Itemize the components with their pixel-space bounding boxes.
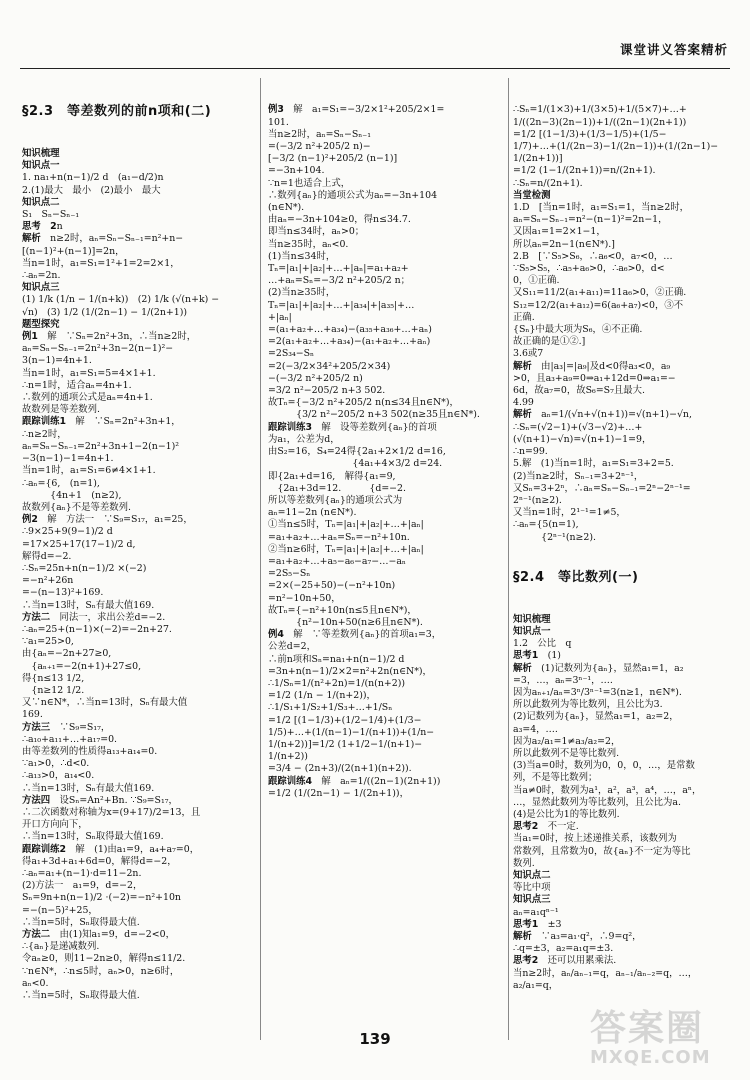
text-line — [22, 319, 252, 331]
text-line: 数列. — [513, 857, 535, 869]
text-line: 故Tₙ={−3/2 n²+205/2 n(n≤34且n∈N*)， — [268, 397, 459, 409]
text-line: 又因a₁=1=2×1−1， — [513, 226, 606, 238]
column-divider-2 — [508, 78, 509, 1040]
text-line: 1/7)+…+(1/(2n−3)−1/(2n−1))+(1/(2n−1)− — [513, 141, 719, 153]
text-line: =17×25+17(17−1)/2 d, — [22, 538, 136, 550]
text-line: 由等差数列的性质得a₁₃+a₁₄=0. — [22, 745, 158, 757]
column-divider-1 — [260, 78, 261, 1040]
text-line: ①当n≤5时，Tₙ=|a₁|+|a₂|+…+|aₙ| — [268, 519, 424, 531]
text-line: ∴aₙ={6, (n=1), — [22, 477, 100, 489]
text-line: 169. — [22, 709, 43, 721]
text-line: √n) (3) 1/2 (1/(2n−1) − 1/(2n+1)) — [22, 306, 188, 318]
text-line: 2.(1)最大 最小 (2)最小 最大 — [22, 184, 161, 196]
watermark-bottom: MXQE.COM — [590, 1047, 711, 1068]
text-line — [513, 894, 739, 906]
column-3-text-a — [513, 104, 739, 543]
text-line: 所以此数列为等比数列，且公比为3. — [513, 699, 663, 711]
text-line: 当a≠0时，数列为a¹，a²，a³，a⁴，…，aⁿ， — [513, 784, 702, 796]
text-line: 思考2 不一定. — [513, 821, 579, 833]
text-line: 4.99 — [513, 397, 534, 409]
text-line: 思考1 ±3 — [513, 918, 562, 930]
text-line: {4a₁+4×3/2 d=24. — [268, 458, 443, 470]
text-line: 开口方向向下， — [22, 819, 88, 831]
text-line: =1/2 (1/n − 1/(n+2))， — [268, 690, 376, 702]
text-line: [−3/2 (n−1)²+205/2 (n−1)] — [268, 153, 398, 165]
text-line: >0，且a₃+a₉=0⇒a₁+12d=0⇒a₁=− — [513, 372, 676, 384]
text-line: 得a₁+3d+a₁+6d=0，解得d=−2， — [22, 855, 177, 867]
text-line: ∵n=1也适合上式， — [268, 177, 351, 189]
text-line: S₁ Sₙ−Sₙ₋₁ — [22, 209, 80, 221]
keyword-label: 当堂检测 — [513, 189, 551, 201]
text-line: 跟踪训练3 解 设等差数列{aₙ}的首项 — [268, 421, 437, 433]
text-line: 思考1 (1) — [513, 650, 561, 662]
text-line: S₁₂=12/2(a₁+a₁₂)=6(a₆+a₇)<0，③不 — [513, 299, 684, 311]
text-line: 101. — [268, 116, 289, 128]
text-line — [513, 870, 739, 882]
column-3-text-b — [513, 614, 739, 992]
text-line: (1) 1/k (1/n − 1/(n+k)) (2) 1/k (√(n+k) − — [22, 294, 220, 306]
text-line: =−(n−13)²+169. — [22, 587, 104, 599]
text-line: 当a₁=0时，按上述递推关系，该数列为 — [513, 833, 677, 845]
watermark-logo — [590, 1000, 740, 1070]
keyword-label: 题型探究 — [22, 318, 60, 330]
text-line: =n²−10n+50， — [268, 592, 341, 604]
text-line: (n∈N*). — [268, 202, 305, 214]
text-line: ∴{aₙ}是递减数列. — [22, 941, 100, 953]
text-line: 故正确的是①②.] — [513, 336, 586, 348]
text-line: 解得d=−2. — [22, 550, 72, 562]
text-line: =(a₁+a₂+…+a₃₄)−(a₃₅+a₃₆+…+aₙ) — [268, 324, 432, 336]
text-line: ∵a₁>0，∴d<0. — [22, 758, 90, 770]
text-line: 解析 ∵a₃=a₁·q²，∴9=q²， — [513, 931, 642, 943]
keyword-label: 知识点一 — [22, 160, 60, 172]
text-line: =1/2 [(1−1/3)+(1/3−1/5)+(1/5− — [513, 128, 667, 140]
text-line: Tₙ=|a₁|+|a₂|+…+|aₙ|=a₁+a₂+ — [268, 263, 409, 275]
text-line: ∴当n=13时，Sₙ有最大值169. — [22, 782, 155, 794]
text-line: ∴当n=13时，Sₙ有最大值169. — [22, 599, 155, 611]
keyword-label: 例4 — [268, 629, 284, 641]
text-line: 当n=1时，a₁=S₁=5=4×1+1. — [22, 367, 156, 379]
text-line: (2)当n≥2时，Sₙ₋₁=3+2ⁿ⁻¹， — [513, 470, 644, 482]
text-line: 6d，故a₇=0，故S₆=S₇且最大. — [513, 385, 645, 397]
text-line: 常数列，且常数为0，故{aₙ}不一定为等比 — [513, 845, 691, 857]
text-line: 例1 解 ∵Sₙ=2n²+3n，∴当n≥2时， — [22, 331, 197, 343]
text-line: =1/2 [(1−1/3)+(1/2−1/4)+(1/3− — [268, 714, 422, 726]
text-line: ∴aₙ={5(n=1), — [513, 519, 579, 531]
text-line — [513, 190, 739, 202]
column-1-text — [22, 148, 252, 1002]
text-line: =2×(−25+50)−(−n²+10n) — [268, 580, 396, 592]
text-line: ∴数列的通项公式是aₙ=4n+1. — [22, 392, 153, 404]
keyword-label: 知识点三 — [513, 894, 551, 906]
keyword-label: 方法二 — [22, 929, 51, 941]
keyword-label: 知识梳理 — [22, 148, 60, 160]
column-1 — [22, 80, 252, 1014]
text-line: ∴1/S₁+1/S₂+1/S₃+…+1/Sₙ — [268, 702, 393, 714]
text-line: 例4 解 ∵等差数列{aₙ}的首项a₁=3， — [268, 629, 442, 641]
text-line: 所以此数列不是等比数列. — [513, 747, 620, 759]
text-line: aₙ=Sₙ−Sₙ₋₁=2n²+3n−2(n−1)²− — [22, 343, 174, 355]
text-line: =3n+n(n−1)/2×2=n²+2n(n∈N*)， — [268, 665, 432, 677]
text-line: −(−3/2 n²+205/2 n) — [268, 372, 363, 384]
text-line: …，显然此数列为等比数列，且公比为a. — [513, 796, 681, 808]
text-line: Tₙ=|a₁|+|a₂|+…+|a₃₄|+|a₃₅|+… — [268, 299, 415, 311]
text-line: 公差d=2， — [268, 641, 316, 653]
text-line: (3)当a=0时，数列为0，0，0，…，是常数 — [513, 760, 695, 772]
section-title-2-4: §2.4 等比数列(一) — [513, 570, 639, 586]
text-line: (1)当n≤34时， — [268, 250, 336, 262]
keyword-label: 方法四 — [22, 794, 51, 806]
text-line: [(n−1)²+(n−1)]=2n， — [22, 245, 125, 257]
text-line: 列，不是等比数列； — [513, 772, 598, 784]
text-line: 1. na₁+n(n−1)/2 d (a₁−d/2)n — [22, 172, 164, 184]
text-line: ∴n≥2时， — [22, 428, 67, 440]
text-line: ②当n≥6时，Tₙ=|a₁|+|a₂|+…+|aₙ| — [268, 543, 424, 555]
keyword-label: 思考1 — [513, 918, 539, 930]
keyword-label: 解析 — [513, 931, 532, 943]
text-line — [513, 626, 739, 638]
text-line: 所以等差数列{aₙ}的通项公式为 — [268, 494, 403, 506]
text-line: 1.D [当n=1时，a₁=S₁=1，当n≥2时， — [513, 202, 690, 214]
text-line: 即{2a₁+d=16, 解得{a₁=9, — [268, 470, 396, 482]
text-line: 又∵n∈N*，∴当n=13时，Sₙ有最大值 — [22, 697, 188, 709]
text-line: 当n=1时，a₁=S₁=6≠4×1+1. — [22, 465, 156, 477]
text-line — [513, 614, 739, 626]
keyword-label: 知识点一 — [513, 625, 551, 637]
text-line: aₙ=11−2n (n∈N*). — [268, 507, 357, 519]
text-line: 1/(2n+1))] — [513, 153, 563, 165]
text-line: 3.6或7 — [513, 348, 544, 360]
keyword-label: 解析 — [513, 409, 532, 421]
text-line: =2(a₁+a₂+…+a₃₄)−(a₁+a₂+…+aₙ) — [268, 336, 431, 348]
text-line: 由{aₙ=−2n+27≥0, — [22, 648, 112, 660]
text-line: 当n≥2时，aₙ/aₙ₋₁=q，aₙ₋₁/aₙ₋₂=q，…，a₂/a₁=q， — [513, 967, 698, 991]
text-line: −3(n−1)−1=4n+1. — [22, 453, 114, 465]
text-line: ∴1/Sₙ=1/(n²+2n)=1/(n(n+2)) — [268, 677, 406, 689]
text-line: 思考 2n — [22, 221, 63, 233]
keyword-label: 解析 — [513, 662, 532, 674]
text-line: 解析 由|a₃|=|a₉|及d<0得a₃<0，a₉ — [513, 360, 671, 372]
text-line: 故数列是等差数列. — [22, 404, 100, 416]
text-line: ∴a₁₃>0，a₁₄<0. — [22, 770, 95, 782]
keyword-label: 方法二 — [22, 611, 51, 623]
text-line: 令aₙ≥0，则11−2n≥0，解得n≤11/2. — [22, 953, 186, 965]
text-line: 当n=1时，a₁=S₁=1²+1=2=2×1， — [22, 257, 180, 269]
text-line: ∴数列{aₙ}的通项公式为aₙ=−3n+104 — [268, 189, 438, 201]
keyword-label: 跟踪训练2 — [22, 843, 67, 855]
text-line: 方法二 同法一，求出公差d=−2. — [22, 611, 166, 623]
text-line: 又S₁₁=11/2(a₁+a₁₁)=11a₆>0，②正确. — [513, 287, 687, 299]
text-line: =−n²+26n — [22, 575, 74, 587]
text-line: 3(n−1)=4n+1. — [22, 355, 92, 367]
text-line: {aₙ₊₁=−2(n+1)+27≤0, — [22, 660, 142, 672]
text-line: ∴aₙ=25+(n−1)×(−2)=−2n+27. — [22, 623, 172, 635]
text-line: ∴aₙ=a₁+(n−1)·d=11−2n. — [22, 868, 142, 879]
text-line — [22, 282, 252, 294]
text-line: 跟踪训练4 解 aₙ=1/((2n−1)(2n+1)) — [268, 775, 441, 787]
text-line: 跟踪训练1 解 ∵Sₙ=2n²+3n+1， — [22, 416, 181, 428]
text-line: ∴Sₙ=(√2−1)+(√3−√2)+…+ — [513, 421, 643, 433]
keyword-label: 跟踪训练4 — [268, 775, 313, 787]
text-line: aₙ=a₁qⁿ⁻¹ — [513, 906, 559, 918]
text-line: Sₙ=9n+n(n−1)/2 ·(−2)=−n²+10n — [22, 892, 181, 904]
keyword-label: 思考1 — [513, 650, 539, 662]
text-line: a₃=4，…. — [513, 723, 558, 735]
text-line: +|aₙ| — [268, 311, 292, 323]
text-line: {4n+1 (n≥2), — [22, 489, 122, 501]
text-line: …+aₙ=Sₙ=−3/2 n²+205/2 n； — [268, 275, 411, 287]
text-line — [22, 160, 252, 172]
text-line: ∴aₙ=2n. — [22, 270, 61, 282]
text-line: 例3 解 a₁=S₁=−3/2×1²+205/2×1= — [268, 104, 445, 116]
text-line: 得{n≤13 1/2, — [22, 672, 85, 684]
text-line: =−(n−5)²+25， — [22, 904, 98, 916]
column-2-text — [268, 104, 504, 800]
keyword-label: 知识点二 — [22, 196, 60, 208]
text-line: ∴Sₙ=n/(2n+1). — [513, 177, 583, 189]
text-line: aₙ=Sₙ−Sₙ₋₁=2n²+3n+1−2(n−1)² — [22, 440, 180, 452]
text-line: ∵a₁=25>0, — [22, 636, 74, 648]
text-line: {3/2 n²−205/2 n+3 502(n≥35且n∈N*). — [268, 409, 480, 421]
text-line: 2.B [∵S₅>S₆，∴a₆<0，a₇<0，… — [513, 250, 673, 262]
text-line: =(−3/2 n²+205/2 n)− — [268, 141, 371, 153]
text-line: {n²−10n+50(n≥6且n∈N*). — [268, 616, 423, 628]
text-line: 例2 解 方法一 ∵S₉=S₁₇，a₁=25， — [22, 514, 193, 526]
text-line: 1/((2n−3)(2n−1))+1/((2n−1)(2n+1)) — [513, 116, 687, 128]
keyword-label: 思考2 — [513, 955, 539, 967]
page-number: 139 — [359, 1030, 391, 1048]
text-line: 解析 n≥2时，aₙ=Sₙ−Sₙ₋₁=n²+n− — [22, 233, 184, 245]
text-line: 故Tₙ={−n²+10n(n≤5且n∈N*)， — [268, 604, 417, 616]
keyword-label: 跟踪训练1 — [22, 416, 67, 428]
text-line: =3，…，aₙ=3ⁿ⁻¹，…. — [513, 674, 613, 686]
text-line: 又当n=1时，2¹⁻¹=1≠5， — [513, 507, 626, 519]
text-line: =2S₃₄−Sₙ — [268, 348, 315, 360]
text-line: ∴前n项和Sₙ=na₁+n(n−1)/2 d — [268, 653, 405, 665]
keyword-label: 知识点二 — [513, 870, 551, 881]
text-line: =a₁+a₂+…+aₙ=Sₙ=−n²+10n. — [268, 531, 410, 543]
text-line: ∴a₁₀+a₁₁+…+a₁₇=0. — [22, 733, 118, 745]
text-line: {2ⁿ⁻¹(n≥2). — [513, 531, 596, 543]
text-line: 思考2 还可以用累乘法. — [513, 955, 617, 967]
column-3 — [513, 80, 739, 1004]
text-line: ∴二次函数对称轴为x=(9+17)/2=13，且 — [22, 806, 201, 818]
keyword-label: 知识梳理 — [513, 613, 551, 625]
text-line: 2ⁿ⁻¹(n≥2). — [513, 494, 562, 506]
text-line: 由S₂=16，S₄=24得{2a₁+2×1/2 d=16, — [268, 446, 446, 458]
text-line: 解析 aₙ=1/(√n+√(n+1))=√(n+1)−√n, — [513, 409, 692, 421]
text-line: 解析 (1)记数列为{aₙ}，显然a₁=1，a₂ — [513, 662, 684, 674]
keyword-label: 例2 — [22, 514, 38, 526]
text-line: 当n≥35时，aₙ<0. — [268, 238, 349, 250]
text-line: ∴9×25+9(9−1)/2 d — [22, 526, 113, 538]
text-line: 1/5)+…+(1/(n−1)−1/(n+1))+(1/n− — [268, 726, 435, 738]
keyword-label: 例3 — [268, 104, 284, 116]
text-line: =3/4 − (2n+3)/(2(n+1)(n+2)). — [268, 763, 412, 775]
text-line: ∴Sₙ=25n+n(n−1)/2 ×(−2) — [22, 562, 147, 574]
keyword-label: 思考 2 — [22, 221, 57, 233]
text-line: (√(n+1)−√n)=√(n+1)−1=9， — [513, 433, 652, 445]
keyword-label: 解析 — [513, 360, 532, 372]
text-line: 方法二 由(1)知a₁=9，d=−2<0， — [22, 929, 175, 941]
text-line: 即当n≤34时，aₙ>0； — [268, 226, 365, 238]
column-2 — [268, 80, 504, 812]
text-line: 因为a₂/a₁=1≠a₃/a₂=2， — [513, 735, 621, 747]
text-line: (2)当n≥35时， — [268, 287, 336, 299]
text-line: =2S₅−Sₙ — [268, 568, 311, 580]
text-line: 又Sₙ=3+2ⁿ，∴aₙ=Sₙ−Sₙ₋₁=2ⁿ−2ⁿ⁻¹= — [513, 482, 691, 494]
keyword-label: 思考2 — [513, 821, 539, 833]
text-line: =a₁+a₂+…+a₅−a₆−a₇−…−aₙ — [268, 555, 406, 567]
text-line: {Sₙ}中最大项为S₆，④不正确. — [513, 324, 643, 336]
text-line: 0，①正确. — [513, 275, 560, 287]
header-title: 课堂讲义答案精析 — [619, 42, 728, 57]
text-line: 当n≥2时，aₙ=Sₙ−Sₙ₋₁ — [268, 128, 372, 140]
text-line: ∴n=1时，适合aₙ=4n+1. — [22, 379, 132, 391]
header-rule — [20, 68, 730, 69]
text-line: 跟踪训练2 解 (1)由a₁=9，a₄+a₇=0， — [22, 843, 200, 855]
keyword-label: 跟踪训练3 — [268, 421, 313, 433]
text-line: =−3n+104. — [268, 165, 325, 177]
keyword-label: 例1 — [22, 331, 38, 343]
text-line: (4)是公比为1的等比数列. — [513, 808, 620, 820]
text-line: ∴当n=13时，Sₙ取得最大值169. — [22, 831, 164, 843]
text-line: 因为aₙ₊₁/aₙ=3ⁿ/3ⁿ⁻¹=3(n≥1，n∈N*). — [513, 686, 682, 698]
watermark-top: 答案圈 — [590, 1008, 705, 1049]
text-line: =3/2 n²−205/2 n+3 502. — [268, 385, 386, 397]
section-title-2-3: §2.3 等差数列的前n项和(二) — [22, 104, 212, 120]
text-line: {n≥12 1/2. — [22, 684, 85, 696]
text-line: 正确. — [513, 311, 535, 323]
text-line: ∴当n=5时，Sₙ取得最大值. — [22, 916, 140, 928]
text-line: 由aₙ=−3n+104≥0，得n≤34.7. — [268, 214, 411, 226]
text-line: 所以aₙ=2n−1(n∈N*).] — [513, 238, 615, 250]
page-header — [528, 40, 728, 62]
text-line: {2a₁+3d=12. {d=−2. — [268, 482, 406, 494]
text-line: 故数列{aₙ}不是等差数列. — [22, 501, 131, 513]
keyword-label: 知识点三 — [22, 282, 60, 294]
keyword-label: 解析 — [22, 233, 41, 245]
keyword-label: 方法三 — [22, 721, 51, 733]
text-line — [22, 148, 252, 160]
text-line: ∴Sₙ=1/(1×3)+1/(3×5)+1/(5×7)+…+ — [513, 104, 687, 116]
text-line: (2)方法一 a₁=9，d=−2， — [22, 880, 143, 892]
text-line: ∵n∈N*，∴n≤5时，aₙ>0，n≥6时， — [22, 965, 180, 977]
text-line: 1.2 公比 q — [513, 638, 572, 650]
text-line: 1/(n+2))]=1/2 (1+1/2−1/(n+1)− — [268, 738, 423, 750]
text-line: 方法三 ∵S₉=S₁₇， — [22, 721, 111, 733]
text-line: ∴q=±3，a₂=a₁q=±3. — [513, 943, 614, 955]
text-line: =1/2 (1/(2n−1) − 1/(2n+1))， — [268, 787, 409, 799]
text-line: aₙ<0. — [22, 977, 49, 989]
text-line: aₙ=Sₙ−Sₙ₋₁=n²−(n−1)²=2n−1， — [513, 214, 668, 226]
text-line: 等比中项 — [513, 882, 551, 894]
text-line: 方法四 设Sₙ=An²+Bn. ∵S₉=S₁₇， — [22, 794, 178, 806]
text-line: 为a₁，公差为d， — [268, 433, 340, 445]
text-line: 5.解 (1)当n=1时，a₁=S₁=3+2=5. — [513, 458, 674, 470]
text-line: (2)记数列为{aₙ}，显然a₁=1，a₂=2， — [513, 711, 679, 723]
text-line: =2(−3/2×34²+205/2×34) — [268, 360, 391, 372]
text-line: ∴n=99. — [513, 446, 548, 458]
text-line: ∵S₅>S₅，∴a₅+a₆>0，∴a₆>0，d< — [513, 263, 665, 275]
text-line — [22, 197, 252, 209]
text-line: =1/2 (1−1/(2n+1))=n/(2n+1). — [513, 165, 656, 177]
text-line: 1/(n+2)) — [268, 751, 308, 763]
text-line: ∴当n=5时，Sₙ取得最大值. — [22, 990, 140, 1002]
